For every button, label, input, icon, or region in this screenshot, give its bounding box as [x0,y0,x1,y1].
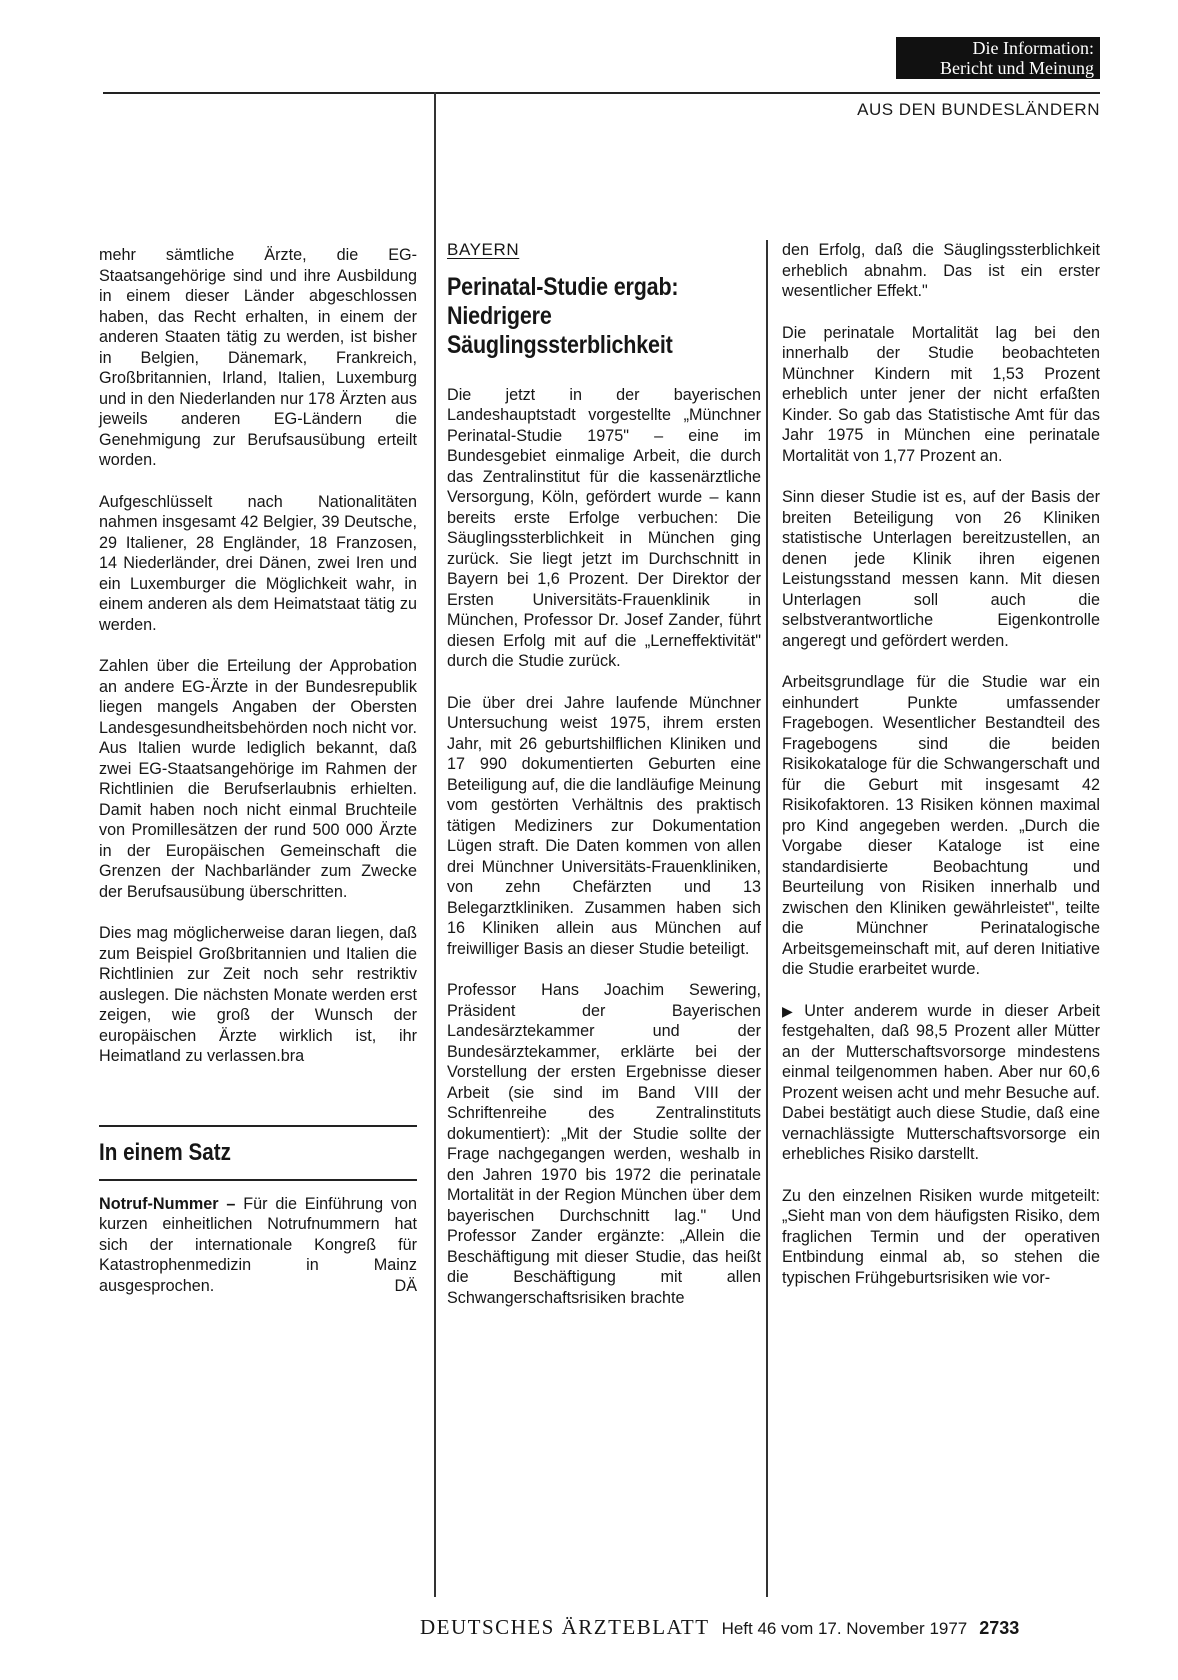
column-divider-right [766,240,768,1597]
satz-title: In einem Satz [99,1138,231,1166]
col1-paragraph-3: Zahlen über die Erteilung der Approbation an andere EG-Ärzte in der Bundesrepublik liegen mangels Angaben der Obersten Landesgesundheitsbehörden noch nicht vor. Aus Italien wurde lediglich bekannt, daß zwei EG-Staatsangehörige im Rahmen der Richtlinien die Berufserlaubnis erhielten. Damit haben noch nicht einmal Bruchteile von Promillesätzen der rund 500 000 Ärzte in der Europäischen Gemeinschaft die Grenzen der Nachbarländer zum Zwecke der Berufsausübung überschritten. [99,657,417,901]
author-signature: bra [280,1047,305,1065]
article-headline [447,273,760,360]
column-1 [99,245,417,1317]
col2-paragraph-3: Professor Hans Joachim Sewering, Präsident der Bayerischen Landesärztekammer und der Bundesärztekammer, erklärte bei der Vorstellung der ersten Ergebnisse dieser Arbeit (sie sind im Band VIII der Schriftenreihe des Zentralinstituts dokumentiert): „Mit der Studie sollte der Frage nachgegangen werden, weshalb in den Jahren 1970 bis 1972 die perinatale Mortalität in der Region München über dem bayerischen Durchschnitt lag." Und Professor Zander ergänzte: „Allein die Beschäftigung mit dieser Studie, das heißt die Beschäftigung mit allen Schwangerschaftsrisiken brachte [447,981,761,1307]
col1-paragraph-1: mehr sämtliche Ärzte, die EG-Staatsangehörige sind und ihre Ausbildung in einem dieser Länder abgeschlossen haben, das Recht erhalten, in einem der anderen Staaten tätig zu werden, ist bisher in Belgien, Dänemark, Frankreich, Großbritannien, Irland, Italien, Luxemburg und in den Niederlanden nur 178 Ärzten aus jeweils anderen EG-Ländern die Genehmigung zur Berufsausübung erteilt worden. [99,246,417,469]
col1-paragraph-4 [99,923,417,1067]
col3-paragraph-6: Zu den einzelnen Risiken wurde mitgeteilt: „Sieht man von dem häufigsten Risiko, dem fraglichen Termin und der operativen Entbindung einmal ab, so stehen die typischen Frühgeburtsrisiken wie vor- [782,1186,1100,1287]
column-3 [782,240,1100,1309]
page-number: 2733 [979,1618,1020,1638]
notruf-text: Für die Einführung von kurzen einheitlichen Notrufnummern hat sich der internationale Kongreß für Katastrophenmedizin in Mainz ausgesprochen. [99,1194,418,1295]
col3-paragraph-4: Arbeitsgrundlage für die Studie war ein einhundert Punkte umfassender Fragebogen. Wesentlicher Bestandteil des Fragebogens sind die beiden Risikokataloge für die Schwangerschaft und für die Geburt mit insgesamt 42 Risikofaktoren. 13 Risiken können maximal pro Kind angegeben werden. „Durch die Vorgabe dieser Kataloge ist eine standardisierte Beobachtung und Beurteilung von Risiken innerhalb und zwischen den Kliniken gewährleistet", teilte die Münchner Perinatalogische Arbeitsgemeinschaft mit, auf deren Initiative die Studie erarbeitet wurde. [782,673,1100,978]
col1-paragraph-2: Aufgeschlüsselt nach Nationalitäten nahmen insgesamt 42 Belgier, 39 Deutsche, 29 Italiener, 28 Engländer, 18 Franzosen, 14 Niederländer, drei Dänen, zwei Iren und ein Luxemburger die Möglichkeit wahr, in einem anderen als dem Heimatstaat tätig zu werden. [99,492,417,634]
issue-info: Heft 46 vom 17. November 1977 [721,1619,968,1638]
page-footer [420,1615,1100,1640]
journal-name: DEUTSCHES ÄRZTEBLATT [420,1615,710,1639]
col3-paragraph-1: den Erfolg, daß die Säuglingssterblichkeit erheblich abnahm. Das ist ein erster wesentlicher Effekt." [782,241,1100,300]
rubric-box [896,37,1100,79]
column-2 [447,240,761,1329]
col2-paragraph-2: Die über drei Jahre laufende Münchner Untersuchung weist 1975, ihrem ersten Jahr, mit 26 geburtshilflichen Kliniken und 17 990 dokumentierten Geburten eine Beteiligung auf, die die landläufige Meinung vom gestörten Verhältnis des praktisch tätigen Mediziners zur Dokumentation Lügen straft. Die Daten kommen von allen drei Münchner Universitäts-Frauenkliniken, von zehn Chefärzten und 13 Belegarztkliniken. Zusammen haben sich 16 Kliniken allein aus München auf freiwilliger Basis an dieser Studie beteiligt. [447,693,761,958]
col3-paragraph-2: Die perinatale Mortalität lag bei den innerhalb der Studie beobachteten Münchner Kindern mit 1,53 Prozent erheblich unter jener der nicht erfaßten Kinder. So gab das Statistische Amt für das Jahr 1975 in München eine perinatale Mortalität von 1,77 Prozent an. [782,323,1100,465]
headline-line-2: Niedrigere [447,301,552,330]
header-rule [103,92,1100,94]
rubric-line-1: Die Information: [972,38,1094,58]
notruf-signature: DÄ [394,1276,417,1295]
col2-paragraph-1: Die jetzt in der bayerischen Landeshauptstadt vorgestellte „Münchner Perinatal-Studie 1975" – eine im Bundesgebiet einmalige Arbeit, die durch das Zentralinstitut für die kassenärztliche Versorgung, Köln, gefördert wurde – kann bereits erste Erfolge verbuchen: Die Säuglingssterblichkeit in München ging zurück. Sie liegt jetzt im Durchschnitt in Bayern bei 1,6 Prozent. Der Direktor der Ersten Universitäts-Frauenklinik in München, Professor Dr. Josef Zander, führt diesen Erfolg mit auf die „Lerneffektivität" durch die Studie zurück. [447,385,761,670]
article-kicker: BAYERN [447,240,520,259]
col3-paragraph-5 [782,1001,1100,1165]
section-label: AUS DEN BUNDESLÄNDERN [857,100,1100,119]
col3-paragraph-3: Sinn dieser Studie ist es, auf der Basis der breiten Beteiligung von 26 Kliniken statistische Unterlagen bereitzustellen, an denen jede Klinik ihren eigenen Leistungsstand messen kann. Mit diesen Unterlagen soll auch die selbstverantwortliche Eigenkontrolle angeregt und gefördert werden. [782,488,1100,650]
satz-top-rule [99,1125,417,1127]
headline-line-1: Perinatal-Studie ergab: [447,272,679,301]
notruf-item [99,1194,417,1297]
col3-paragraph-5-text: Unter anderem wurde in dieser Arbeit festgehalten, daß 98,5 Prozent aller Mütter an der Mutterschaftsvorsorge mindestens einmal teilgenommen haben. Aber nur 60,6 Prozent weisen acht und mehr Besuche auf. Dabei bestätigt auch diese Studie, daß eine vernachlässigte Mutterschaftsvorsorge ein erhebliches Risiko darstellt. [782,1001,1100,1163]
in-einem-satz-box [99,1125,417,1297]
notruf-runin: Notruf-Nummer – [99,1194,236,1213]
col1-paragraph-4-text: Dies mag möglicherweise daran liegen, daß zum Beispiel Großbritannien und Italien die Richtlinien zur Zeit noch sehr restriktiv auslegen. Die nächsten Monate werden erst zeigen, wie groß der Wunsch der europäischen Ärzte wirklich ist, ihr Heimatland zu verlassen. [99,924,417,1065]
satz-bottom-rule [99,1179,417,1181]
headline-line-3: Säuglingssterblichkeit [447,330,673,359]
column-divider-left [434,92,436,1597]
rubric-line-2: Bericht und Meinung [940,58,1094,78]
bullet-triangle-icon: ▶ [782,1002,799,1019]
